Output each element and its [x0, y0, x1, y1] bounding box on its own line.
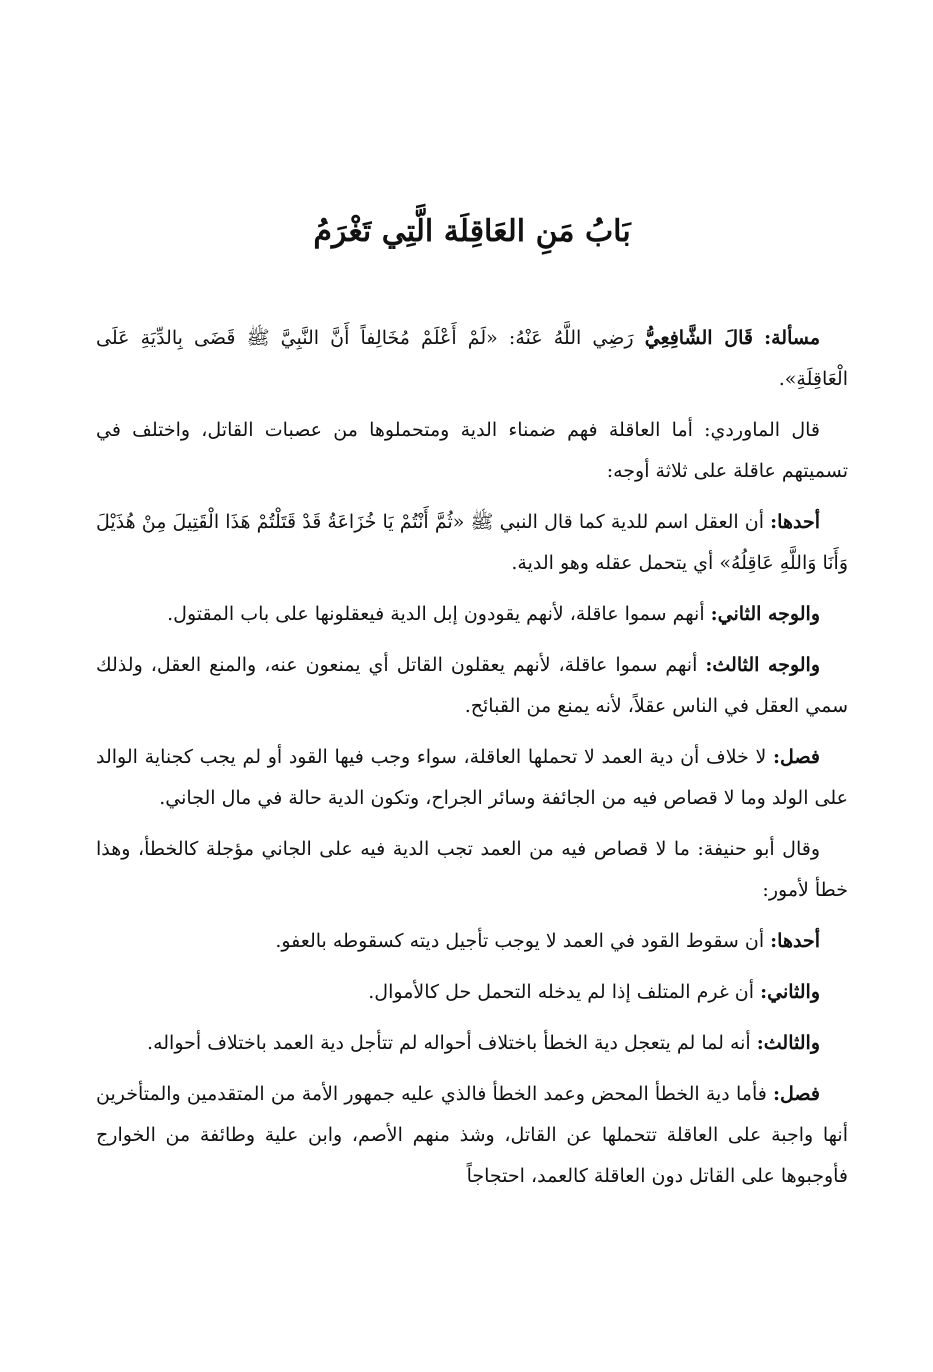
paragraph-text: أن غرم المتلف إذا لم يدخله التحمل حل كالأموال.	[368, 981, 755, 1003]
paragraph-first-reason	[96, 502, 848, 584]
paragraph-text: وقال أبو حنيفة: ما لا قصاص فيه من العمد تجب الدية فيه على الجاني مؤجلة كالخطأ، وهذا خطأ لأمور:	[96, 838, 848, 901]
document-page	[96, 0, 848, 1372]
paragraph-lead: مسألة:	[764, 327, 821, 349]
paragraph-text: أنهم سموا عاقلة، لأنهم يعقلون القاتل أي يمنعون عنه، والمنع العقل، ولذلك سمي العقل في الناس عقلاً، لأنه يمنع من القبائح.	[96, 654, 848, 717]
paragraph-lead: فصل:	[773, 746, 821, 768]
paragraph-lead: فصل:	[773, 1083, 820, 1105]
paragraph-masala	[96, 318, 848, 400]
paragraph-lead: والثالث:	[756, 1032, 820, 1054]
paragraph-point-one	[96, 921, 848, 962]
paragraph-lead: والوجه الثالث:	[705, 654, 820, 676]
paragraph-fasl-khata	[96, 1074, 848, 1197]
chapter-title: بَابُ مَنِ العَاقِلَة الَّتِي تَغْرَمُ	[313, 214, 631, 250]
paragraph-text: أن سقوط القود في العمد لا يوجب تأجيل ديته كسقوطه بالعفو.	[275, 930, 765, 952]
paragraph-abu-hanifa	[96, 829, 848, 911]
paragraph-text: أنهم سموا عاقلة، لأنهم يقودون إبل الدية فيعقلونها على باب المقتول.	[167, 603, 705, 625]
paragraph-point-two	[96, 972, 848, 1013]
paragraph-text: فأما دية الخطأ المحض وعمد الخطأ فالذي عليه جمهور الأمة من المتقدمين والمتأخرين أنها واجبة على العاقلة تتحملها عن القاتل، وشذ منهم الأصم، وابن علية وطائفة من الخوارج فأوجبوها على القاتل دون العاقلة كالعمد، احتجاجاً	[96, 1083, 848, 1187]
paragraph-text: أنه لما لم يتعجل دية الخطأ باختلاف أحواله لم تتأجل دية العمد باختلاف أحواله.	[147, 1032, 751, 1054]
imam-name: قَالَ الشَّافِعِيُّ	[644, 327, 753, 349]
paragraph-third-reason	[96, 645, 848, 727]
paragraph-point-three	[96, 1023, 848, 1064]
paragraph-second-reason	[96, 594, 848, 635]
paragraph-text: أن العقل اسم للدية كما قال النبي ﷺ «ثُمَّ أَنْتُمْ يَا خُزَاعَةُ قَدْ قَتَلْتُمْ هَذَا الْقَتِيلَ مِنْ هُذَيْلَ وَأَنَا وَاللَّهِ عَاقِلُهُ» أي يتحمل عقله وهو الدية.	[96, 511, 848, 574]
paragraph-fasl-amd	[96, 737, 848, 819]
paragraph-lead: أحدها:	[770, 511, 820, 533]
paragraph-mawardi	[96, 410, 848, 492]
paragraph-text: رَضِي اللَّهُ عَنْهُ: «لَمْ أَعْلَمْ مُخَالِفاً أَنَّ النَّبِيَّ ﷺ قَضَى بِالدِّيَةِ عَلَى الْعَاقِلَةِ».	[96, 327, 848, 390]
paragraph-lead: والثاني:	[760, 981, 820, 1003]
paragraph-lead: أحدها:	[770, 930, 820, 952]
paragraph-lead: والوجه الثاني:	[710, 603, 820, 625]
body-text	[96, 318, 848, 1207]
paragraph-text: قال الماوردي: أما العاقلة فهم ضمناء الدية ومتحملوها من عصبات القاتل، واختلف في تسميتهم عاقلة على ثلاثة أوجه:	[96, 419, 848, 482]
paragraph-text: لا خلاف أن دية العمد لا تحملها العاقلة، سواء وجب فيها القود أو لم يجب كجناية الوالد على الولد وما لا قصاص فيه من الجائفة وسائر الجراح، وتكون الدية حالة في مال الجاني.	[96, 746, 848, 809]
